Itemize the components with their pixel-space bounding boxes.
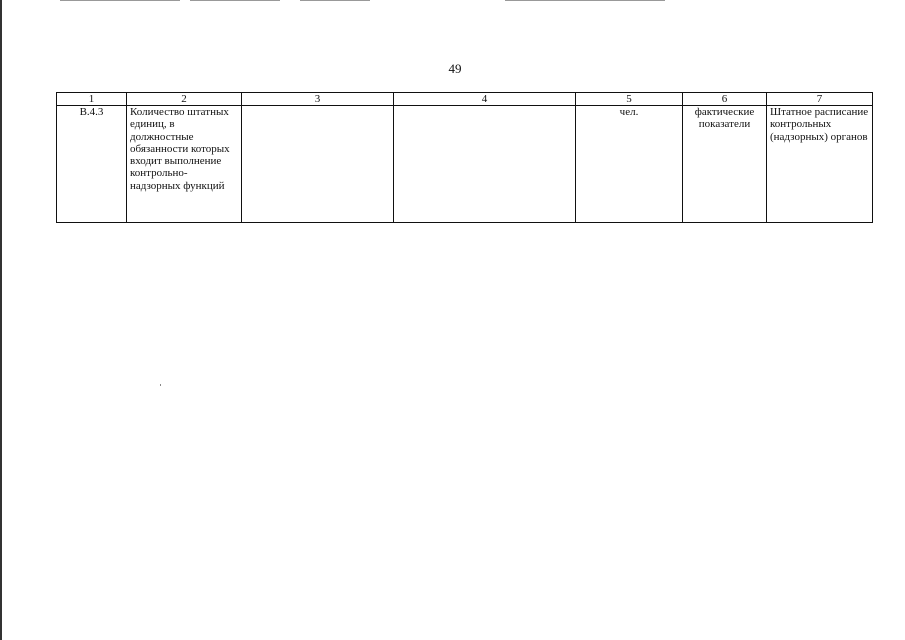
column-header-7: 7	[767, 93, 873, 106]
source-cell: Штатное расписание контрольных (надзорных) органов	[767, 106, 873, 223]
indicator-code-cell: В.4.3	[57, 106, 127, 223]
scan-speck	[160, 384, 161, 386]
page-number: 49	[448, 61, 462, 76]
column-header-4: 4	[394, 93, 576, 106]
data-type-cell: фактические показатели	[683, 106, 767, 223]
unit-cell: чел.	[576, 106, 683, 223]
column-header-3: 3	[242, 93, 394, 106]
scan-edge-line	[0, 0, 2, 640]
indicator-name-cell: Количество штатных единиц, в должностные обязанности которых входит выполнение контрольно-надзорных функций	[127, 106, 242, 223]
indicator-table	[56, 92, 873, 223]
column-4-cell	[394, 106, 576, 223]
column-3-cell	[242, 106, 394, 223]
column-header-2: 2	[127, 93, 242, 106]
table-row	[57, 106, 873, 223]
column-header-5: 5	[576, 93, 683, 106]
header-row	[57, 93, 873, 106]
column-header-6: 6	[683, 93, 767, 106]
column-header-1: 1	[57, 93, 127, 106]
